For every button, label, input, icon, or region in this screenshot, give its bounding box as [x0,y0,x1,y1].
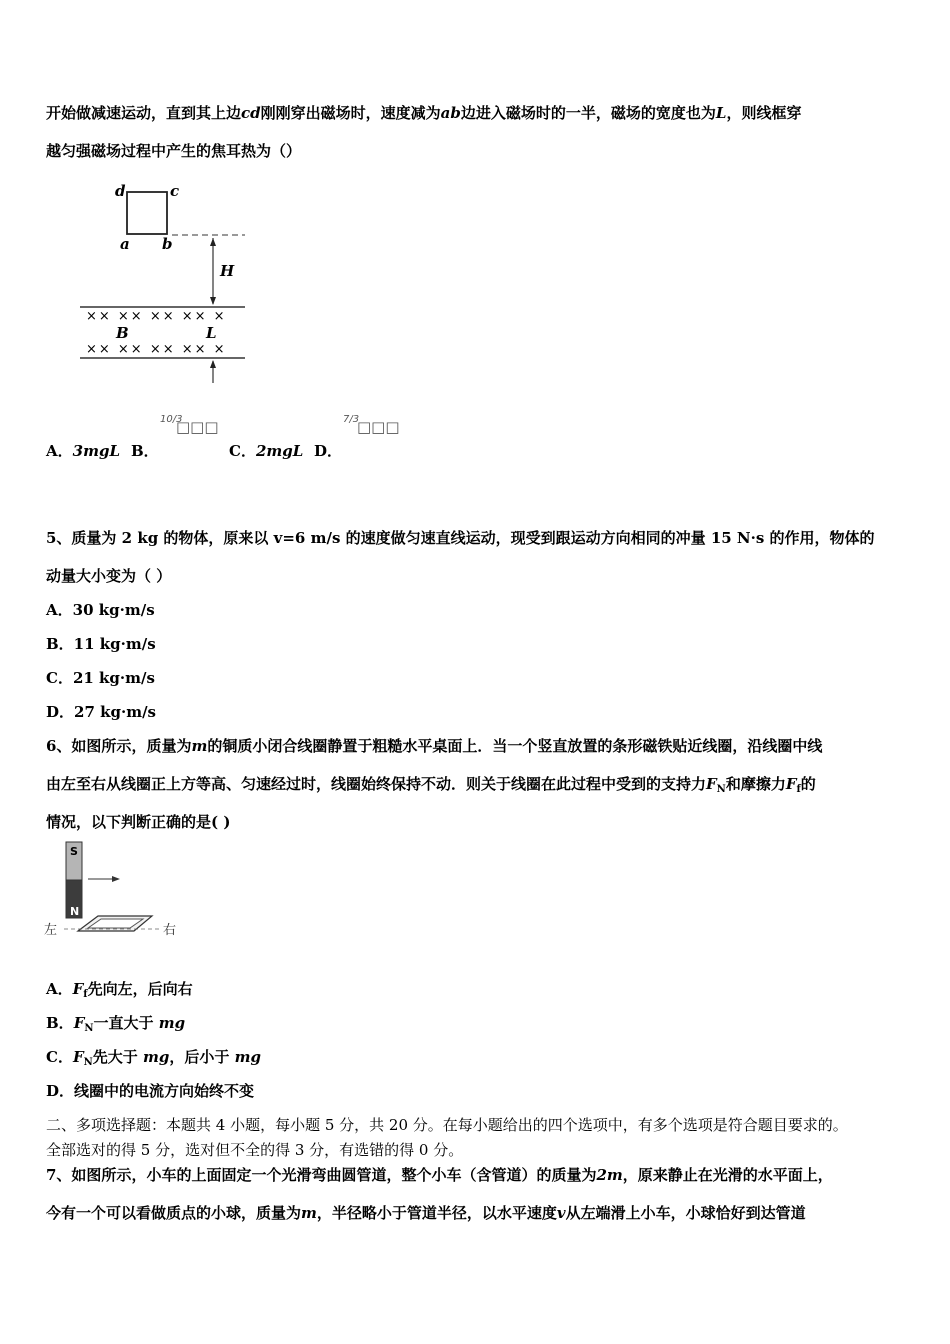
field-crosses-bottom: ×× ×× ×× ×× × [86,342,227,357]
label-B: B [116,324,129,342]
label-left: 左 [44,923,58,938]
label-S: S [70,845,78,858]
q4-option-C[interactable]: C．2mgL [229,442,304,460]
field-crosses-top: ×× ×× ×× ×× × [86,309,227,324]
section2-heading-line2: 全部选对的得 5 分，选对但不全的得 3 分，有选错的得 0 分。 [46,1141,464,1159]
q4-option-B[interactable]: B． [131,442,159,460]
q4-option-D[interactable]: D． [314,442,343,460]
q4-text-line1: 开始做减速运动，直到其上边cd刚刚穿出磁场时，速度减为ab边进入磁场时的一半，磁场的宽度也为L，则线框穿 [46,104,802,122]
label-d: d [115,182,126,200]
arrow-down-head-icon [210,297,216,305]
q4-figure-loop-field [80,178,250,388]
label-N: N [70,905,80,918]
label-c: c [170,182,180,200]
q5-option-A[interactable]: A．30 kg·m/s [46,601,155,619]
q6-option-B[interactable]: B．$F_N$一直大于 mg [46,1014,186,1034]
arrow-up-head-icon [210,360,216,368]
q6-figure-magnet-coil [44,840,184,945]
q6-text-line3: 情况，以下判断正确的是( ) [46,813,231,831]
label-H: H [220,262,235,280]
arrow-up-head-icon [210,238,216,246]
q6-text-line2: 由左至右从线圈正上方等高、匀速经过时，线圈始终保持不动．则关于线圈在此过程中受到的支持力$F_N$和摩擦力$F_f$的 [46,775,816,795]
q4-option-B-missing-glyphs: □□□ [176,418,219,436]
label-right: 右 [163,923,177,938]
q5-option-C[interactable]: C．21 kg·m/s [46,669,155,687]
square-loop [127,192,167,234]
q7-text-line2: 今有一个可以看做质点的小球，质量为m，半径略小于管道半径，以水平速度v从左端滑上小车，小球恰好到达管道 [46,1204,806,1222]
q4-option-B-fraction: 10/3 [160,414,183,425]
label-a: a [120,235,130,253]
q5-text-line1: 5、质量为 2 kg 的物体，原来以 v=6 m/s 的速度做匀速直线运动，现受到跟运动方向相同的冲量 15 N·s 的作用，物体的 [46,529,875,547]
arrow-right-icon [112,876,120,882]
q4-option-D-missing-glyphs: □□□ [357,418,400,436]
label-L: L [206,324,217,342]
q6-option-D[interactable]: D．线圈中的电流方向始终不变 [46,1082,255,1100]
q4-option-D-fraction: 7/3 [343,414,360,425]
label-b: b [162,235,173,253]
q6-option-C[interactable]: C．$F_N$先大于 mg，后小于 mg [46,1048,261,1068]
q4-text-line2: 越匀强磁场过程中产生的焦耳热为（） [46,142,302,160]
q5-text-line2: 动量大小变为（ ） [46,567,172,585]
q6-option-A[interactable]: A．$F_f$先向左，后向右 [46,980,193,1000]
section2-heading-line1: 二、多项选择题：本题共 4 小题，每小题 5 分，共 20 分。在每小题给出的四个选项中，有多个选项是符合题目要求的。 [46,1116,848,1134]
q7-text-line1: 7、如图所示，小车的上面固定一个光滑弯曲圆管道，整个小车（含管道）的质量为2m，原来静止在光滑的水平面上， [46,1166,833,1184]
q6-text-line1: 6、如图所示，质量为m的铜质小闭合线圈静置于粗糙水平桌面上．当一个竖直放置的条形磁铁贴近线圈，沿线圈中线 [46,737,823,755]
q4-option-A[interactable]: A．3mgL [46,442,120,460]
q5-option-D[interactable]: D．27 kg·m/s [46,703,157,721]
q5-option-B[interactable]: B．11 kg·m/s [46,635,156,653]
